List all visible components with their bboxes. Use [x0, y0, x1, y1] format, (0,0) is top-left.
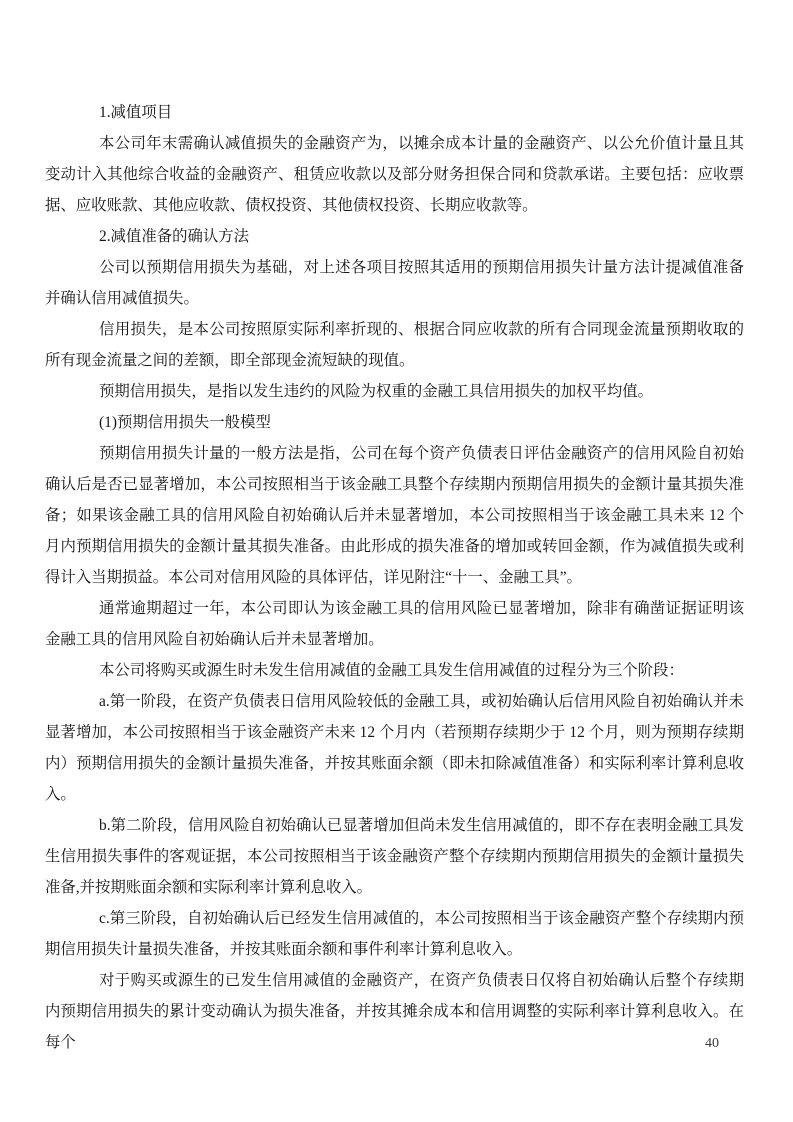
paragraph: 对于购买或源生的已发生信用减值的金融资产，在资产负债表日仅将自初始确认后整个存续期内预期信用损失的累计变动确认为损失准备，并按其摊余成本和信用调整的实际利率计算利息收入。在每个	[45, 972, 744, 1051]
page-number: 40	[705, 1036, 719, 1051]
paragraph: 通常逾期超过一年，本公司即认为该金融工具的信用风险已显著增加，除非有确凿证据证明该金融工具的信用风险自初始确认后并未显著增加。	[45, 600, 744, 648]
paragraph: a.第一阶段，在资产负债表日信用风险较低的金融工具，或初始确认后信用风险自初始确认并未显著增加，本公司按照相当于该金融资产未来 12 个月内（若预期存续期少于 12 个月，则为预期存续期内）预期信用损失的金额计量损失准备，并按其账面余额（即未扣除减值准备）和实际利率计算利息收入。	[45, 693, 744, 803]
paragraph: 预期信用损失，是指以发生违约的风险为权重的金融工具信用损失的加权平均值。	[99, 383, 654, 400]
heading-paragraph: (1)预期信用损失一般模型	[99, 414, 271, 431]
paragraph: 本公司年末需确认减值损失的金融资产为，以摊余成本计量的金融资产、以公允价值计量且其变动计入其他综合收益的金融资产、租赁应收款以及部分财务担保合同和贷款承诺。主要包括：应收票据、应收账款、其他应收款、债权投资、其他债权投资、长期应收款等。	[45, 135, 744, 214]
paragraph: b.第二阶段，信用风险自初始确认已显著增加但尚未发生信用减值的，即不存在表明金融工具发生信用损失事件的客观证据，本公司按照相当于该金融资产整个存续期内预期信用损失的金额计量损失准备,并按期账面余额和实际利率计算利息收入。	[45, 817, 744, 896]
heading-paragraph: 1.减值项目	[99, 104, 173, 121]
paragraph: c.第三阶段，自初始确认后已经发生信用减值的，本公司按照相当于该金融资产整个存续期内预期信用损失计量损失准备，并按其账面余额和事件利率计算利息收入。	[45, 910, 744, 958]
paragraph: 预期信用损失计量的一般方法是指，公司在每个资产负债表日评估金融资产的信用风险自初始确认后是否已显著增加，本公司按照相当于该金融工具整个存续期内预期信用损失的金额计量其损失准备；如果该金融工具的信用风险自初始确认后并未显著增加，本公司按照相当于该金融工具未来 12 个月内预期信用损失的金额计量其损失准备。由此形成的损失准备的增加或转回金额，作为减值损失或利得计入当期损益。本公司对信用风险的具体评估，详见附注“十一、金融工具”。	[45, 445, 744, 586]
document-body	[45, 97, 744, 1058]
paragraph: 本公司将购买或源生时未发生信用减值的金融工具发生信用减值的过程分为三个阶段：	[99, 662, 684, 679]
paragraph: 公司以预期信用损失为基础，对上述各项目按照其适用的预期信用损失计量方法计提减值准备并确认信用减值损失。	[45, 259, 744, 307]
paragraph: 信用损失，是本公司按照原实际利率折现的、根据合同应收款的所有合同现金流量预期收取的所有现金流量之间的差额，即全部现金流短缺的现值。	[45, 321, 744, 369]
heading-paragraph: 2.减值准备的确认方法	[99, 228, 250, 245]
